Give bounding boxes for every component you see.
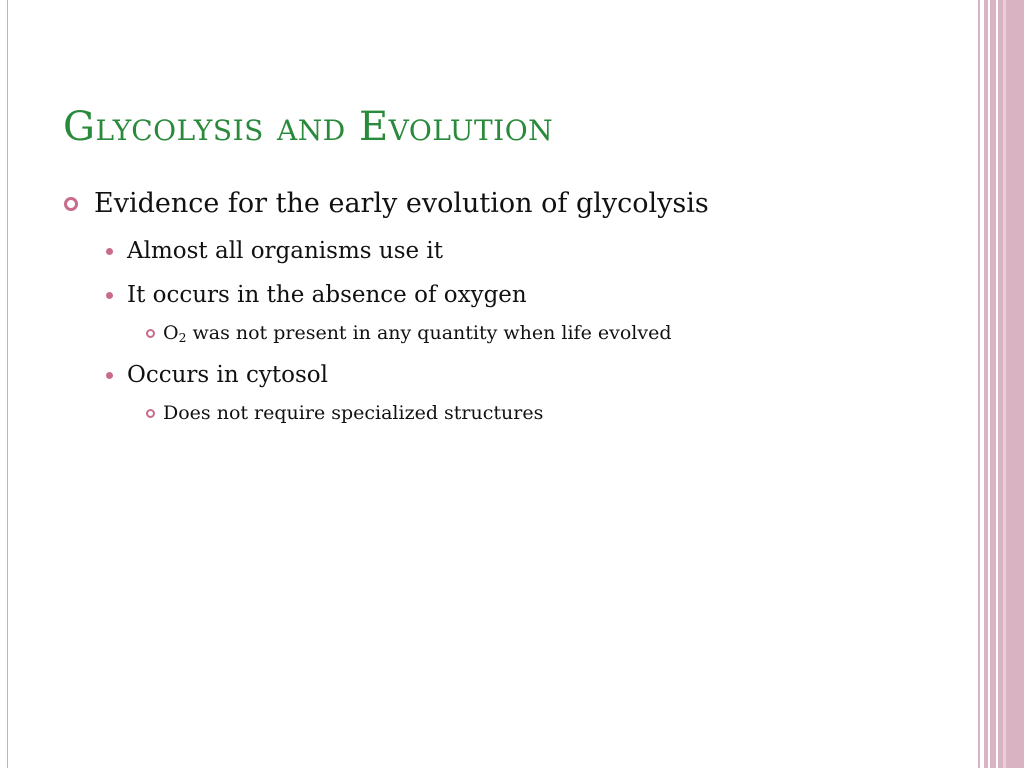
right-border-highlight (1003, 0, 1006, 768)
bullet-text (163, 322, 672, 344)
left-border-line (7, 0, 8, 768)
slide-title: Glycolysis and Evolution (63, 104, 554, 150)
bullet-level3 (146, 402, 543, 424)
bullet-text: Occurs in cytosol (127, 362, 328, 388)
right-border-band (998, 0, 1024, 768)
oxygen-symbol: O (163, 322, 179, 344)
bullet-level2 (106, 238, 443, 264)
ring-bullet-icon (64, 197, 78, 211)
bullet-level2 (106, 362, 328, 388)
bullet-text: Does not require specialized structures (163, 402, 544, 424)
ring-bullet-icon (146, 329, 155, 338)
bullet-level1 (64, 188, 709, 219)
bullet-level2 (106, 282, 527, 308)
bullet-text: Almost all organisms use it (127, 238, 444, 264)
dot-bullet-icon (106, 248, 113, 255)
dot-bullet-icon (106, 372, 113, 379)
right-border-stripe (978, 0, 980, 768)
bullet-text: Evidence for the early evolution of glycolysis (94, 188, 709, 219)
dot-bullet-icon (106, 292, 113, 299)
ring-bullet-icon (146, 409, 155, 418)
bullet-text: It occurs in the absence of oxygen (127, 282, 527, 308)
bullet-text-rest: was not present in any quantity when life evolved (186, 322, 672, 344)
right-border-stripe (984, 0, 988, 768)
oxygen-subscript: 2 (178, 331, 187, 346)
right-border-stripe (990, 0, 996, 768)
bullet-level3 (146, 322, 672, 344)
